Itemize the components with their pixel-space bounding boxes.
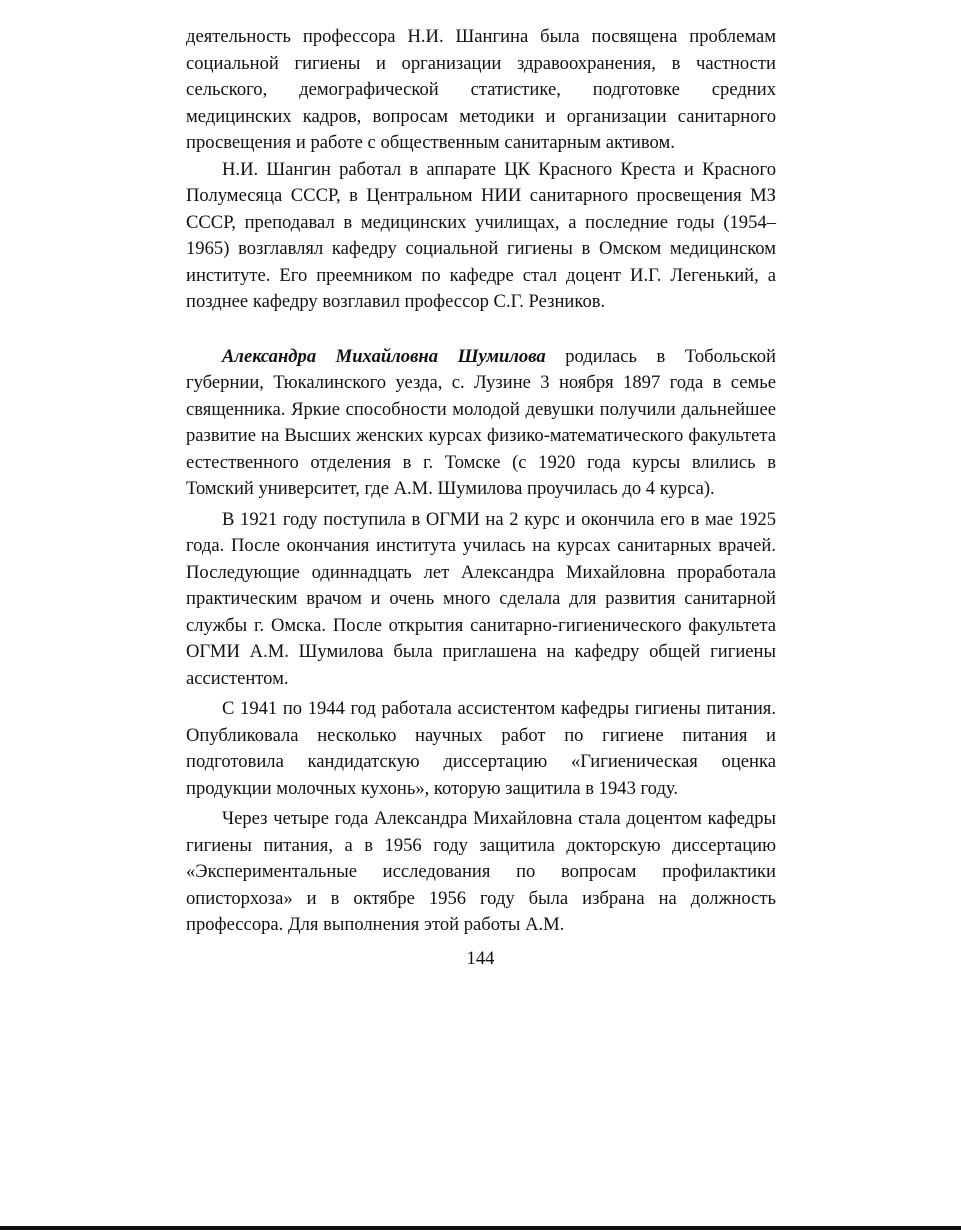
page-body [186,24,776,939]
paragraph-shangin-activity: деятельность профессора Н.И. Шангина была посвящена проблемам социальной гигиены и организации здравоохранения, в частности сельского, демографической статистике, подготовке средних медицинских кадров, вопросам методики и организации санитарного просвещения и работе с общественным санитарным активом. [186,26,776,153]
page-bottom-edge [0,1226,961,1230]
bio-text: родилась в Тобольской губернии, Тюкалинского уезда, с. Лузине 3 ноября 1897 года в семье священника. Яркие способности молодой девушки получили дальнейшее развитие на Высших женских курсах физико-математического факультета естественного отделения в г. Томске (с 1920 года курсы влились в Томский университет, где А.М. Шумилова проучилась до 4 курса). [186,345,776,499]
paragraph-shumilova-assistant: С 1941 по 1944 год работала ассистентом кафедры гигиены питания. Опубликовала несколько научных работ по гигиене питания и подготовила кандидатскую диссертацию «Гигиеническая оценка продукции молочных кухонь», которую защитила в 1943 году. [186,698,776,799]
paragraph-shangin-career: Н.И. Шангин работал в аппарате ЦК Красного Креста и Красного Полумесяца СССР, в Центральном НИИ санитарного просвещения МЗ СССР, преподавал в медицинских училищах, а последние годы (1954–1965) возглавлял кафедру социальной гигиены в Омском медицинском институте. Его преемником по кафедре стал доцент И.Г. Легенький, а позднее кафедру возглавил профессор С.Г. Резников. [186,158,776,312]
bio-name: Александра Михайловна Шумилова [222,345,546,367]
paragraph-shumilova-education: В 1921 году поступила в ОГМИ на 2 курс и окончила его в мае 1925 года. После окончания института училась на курсах санитарных врачей. Последующие одиннадцать лет Александра Михайловна проработала практическим врачом и очень много сделала для развития санитарной службы г. Омска. После открытия санитарно-гигиенического факультета ОГМИ А.М. Шумилова была приглашена на кафедру общей гигиены ассистентом. [186,508,776,689]
page-number: 144 [466,948,495,969]
paragraph-shumilova-bio [186,344,776,503]
paragraph-shumilova-docent: Через четыре года Александра Михайловна стала доцентом кафедры гигиены питания, а в 1956 году защитила докторскую диссертацию «Экспериментальные исследования по вопросам профилактики описторхоза» и в октябре 1956 году была избрана на должность профессора. Для выполнения этой работы А.М. [186,808,776,935]
